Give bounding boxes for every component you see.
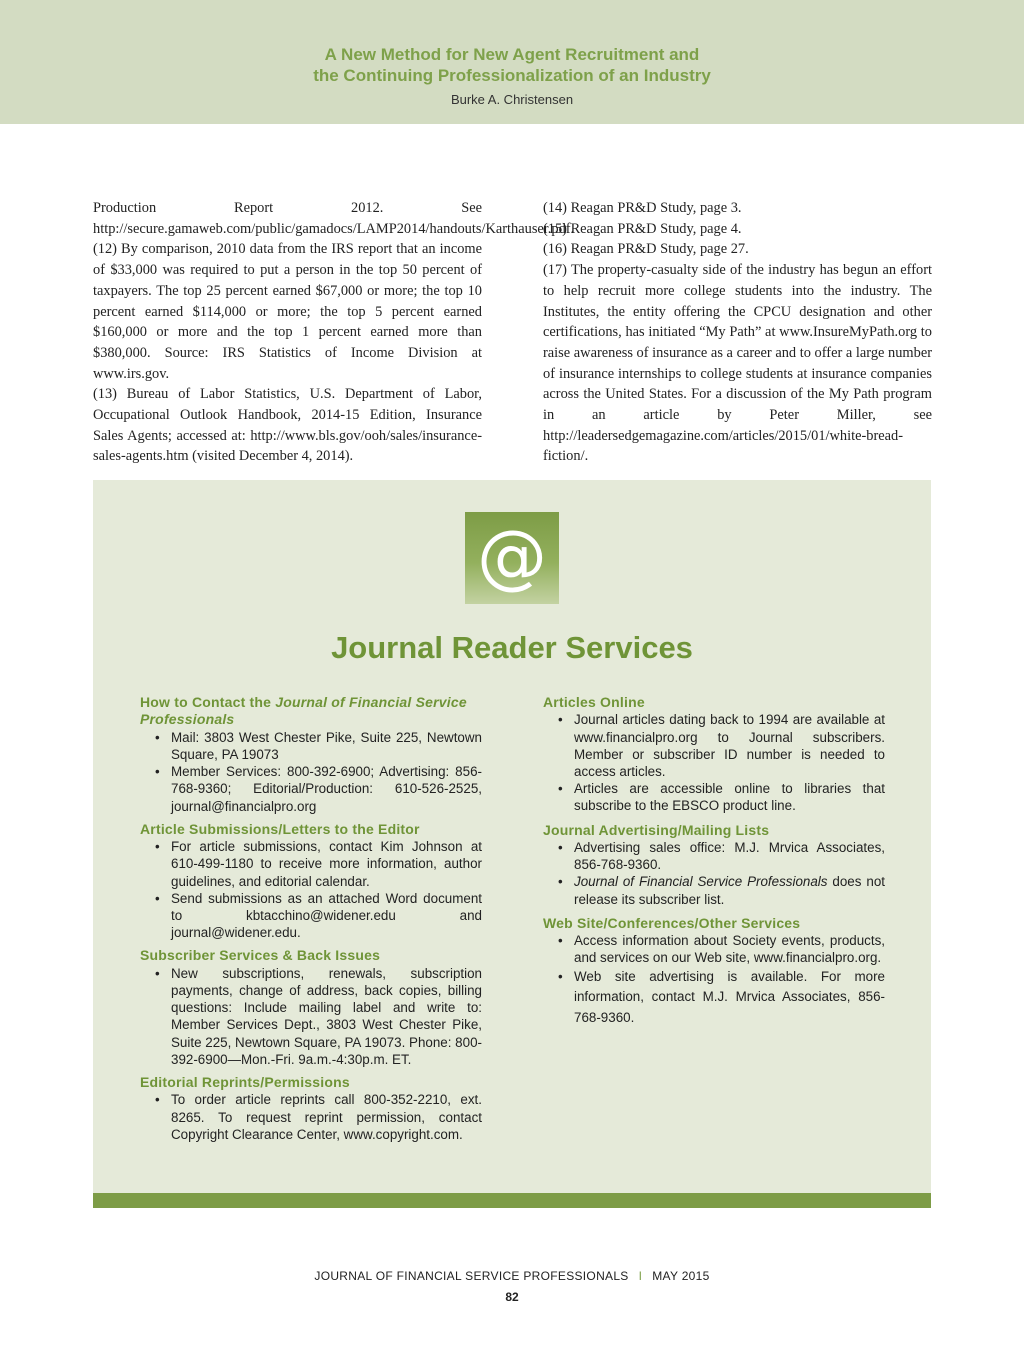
subscriber-list-note: does not release its subscriber list. bbox=[574, 874, 885, 907]
contact-heading-journal: Journal of Financial Service Professionals bbox=[140, 694, 467, 728]
contact-heading bbox=[140, 694, 482, 729]
endnote: (14) Reagan PR&D Study, page 3. bbox=[543, 200, 742, 216]
list-item: • Mail: 3803 West Chester Pike, Suite 225, Newtown Square, PA 19073 bbox=[171, 729, 482, 763]
website-list bbox=[543, 932, 885, 1028]
at-sign-glyph: @ bbox=[477, 515, 547, 597]
reprints-section bbox=[140, 1074, 482, 1143]
list-item: • Articles are accessible online to libraries that subscribe to the EBSCO product line. bbox=[574, 780, 885, 814]
panel-title: Journal Reader Services bbox=[331, 630, 693, 665]
website-section bbox=[543, 915, 885, 1028]
endnotes-left-column bbox=[93, 198, 575, 467]
list-item: • New subscriptions, renewals, subscription payments, change of address, back copies, billing questions: Include mailing label and write to: Member Services Dept., 3803 West Chester Pike, Suite 225, Newtown Square, PA 19073. Phone: 800-392-6900—Mon.-Fri. 9a.m.-4:30p.m. ET. bbox=[171, 965, 482, 1068]
page-number: 82 bbox=[505, 1290, 519, 1304]
list-item: • Access information about Society events, products, and services on our Web site, www.financialpro.org. bbox=[574, 932, 885, 966]
reprints-heading: Editorial Reprints/Permissions bbox=[140, 1074, 350, 1091]
journal-name: Journal of Financial Service Professionals bbox=[574, 874, 828, 890]
website-heading: Web Site/Conferences/Other Services bbox=[543, 914, 801, 931]
advertising-heading: Journal Advertising/Mailing Lists bbox=[543, 821, 770, 838]
at-sign-icon bbox=[465, 512, 559, 604]
articles-online-list bbox=[543, 711, 885, 814]
panel-bottom-bar bbox=[93, 1193, 931, 1208]
list-item: • To order article reprints call 800-352-2210, ext. 8265. To request reprint permission, contact Copyright Clearance Center, www.copyright.com. bbox=[171, 1091, 482, 1143]
endnotes-right-column bbox=[543, 198, 932, 467]
services-right-column bbox=[543, 694, 885, 1035]
endnote: (17) The property-casualty side of the industry has begun an effort to help recruit more college students into the industry. The Institutes, the entity offering the CPCU designation and other certifications, has initiated “My Path” at www.InsureMyPath.org to raise awareness of insurance as a career and to offer a large number of insurance internships to college students at insurance companies across the United States. For a discussion of the My Path program in an article by Peter Miller, see http://leadersedgemagazine.com/articles/2015/01/white-bread-fiction/. bbox=[543, 262, 932, 465]
header-title-line-1: A New Method for New Agent Recruitment and bbox=[324, 45, 700, 64]
running-header bbox=[0, 0, 1024, 124]
contact-list bbox=[140, 729, 482, 815]
endnote: Production Report 2012. See http://secure.gamaweb.com/public/gamadocs/LAMP2014/handouts/Karthauser.pdf. bbox=[93, 200, 575, 237]
subscriber-section bbox=[140, 947, 482, 1068]
endnote: (16) Reagan PR&D Study, page 27. bbox=[543, 241, 749, 258]
submissions-heading: Article Submissions/Letters to the Editor bbox=[140, 820, 420, 837]
subscriber-heading: Subscriber Services & Back Issues bbox=[140, 947, 381, 964]
endnote: (15) Reagan PR&D Study, page 4. bbox=[543, 220, 742, 237]
contact-heading-prefix: How to Contact the bbox=[140, 694, 276, 710]
endnote: (12) By comparison, 2010 data from the IRS report that an income of $33,000 was required to put a person in the top 50 percent of taxpayers. The top 25 percent earned $67,000 or more; the top 10 percent earned $114,000 or more; the top 5 percent earned $160,000 or more and the top 1 percent earned more than $380,000. Source: IRS Statistics of Income Division at www.irs.gov. bbox=[93, 241, 482, 382]
list-item: • For article submissions, contact Kim Johnson at 610-499-1180 to receive more information, author guidelines, and editorial calendar. bbox=[171, 838, 482, 890]
footer-separator: I bbox=[638, 1269, 643, 1283]
services-left-column bbox=[140, 694, 482, 1149]
articles-online-section bbox=[543, 694, 885, 815]
header-author: Burke A. Christensen bbox=[450, 92, 574, 107]
reprints-list bbox=[140, 1091, 482, 1143]
footer-journal-name: JOURNAL OF FINANCIAL SERVICE PROFESSIONALS bbox=[314, 1269, 629, 1283]
submissions-list bbox=[140, 838, 482, 941]
advertising-section bbox=[543, 822, 885, 908]
contact-section bbox=[140, 694, 482, 815]
subscriber-list bbox=[140, 965, 482, 1068]
list-item: • Web site advertising is available. For more information, contact M.J. Mrvica Associates, 856-768-9360. bbox=[574, 967, 885, 1029]
list-item bbox=[574, 873, 885, 907]
articles-online-heading: Articles Online bbox=[543, 694, 645, 710]
page-footer bbox=[0, 1269, 1024, 1283]
list-item: • Member Services: 800-392-6900; Advertising: 856-768-9360; Editorial/Production: 610-526-2525, journal@financialpro.org bbox=[171, 763, 482, 815]
header-title-line-2: the Continuing Professionalization of an Industry bbox=[313, 66, 711, 85]
advertising-list bbox=[543, 839, 885, 908]
list-item: • Journal articles dating back to 1994 are available at www.financialpro.org to Journal subscribers. Member or subscriber ID number is needed to access articles. bbox=[574, 711, 885, 780]
list-item: • Advertising sales office: M.J. Mrvica Associates, 856-768-9360. bbox=[574, 839, 885, 873]
footer-date: MAY 2015 bbox=[652, 1269, 710, 1283]
submissions-section bbox=[140, 821, 482, 942]
endnote: (13) Bureau of Labor Statistics, U.S. Department of Labor, Occupational Outlook Handbook, 2014-15 Edition, Insurance Sales Agents; accessed at: http://www.bls.gov/ooh/sales/insurance-sales-agents.htm (visited December 4, 2014). bbox=[93, 386, 482, 465]
list-item: • Send submissions as an attached Word document to kbtacchino@widener.edu and journal@widener.edu. bbox=[171, 890, 482, 942]
